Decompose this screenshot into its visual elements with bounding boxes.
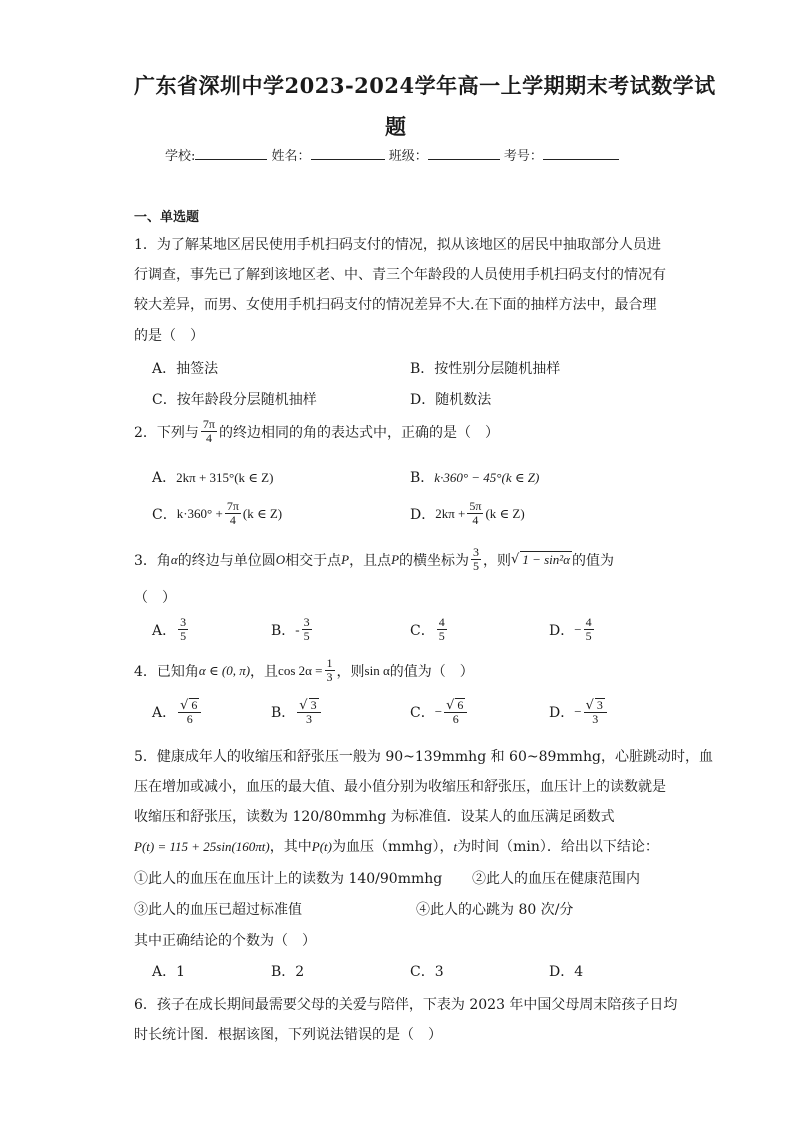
q2-d-fraction [467,500,483,527]
q1-line3: 较大差异，而男、女使用手机扫码支付的情况差异不大.在下面的抽样方法中，最合理 [134,297,657,313]
q6-line1: 6．孩子在成长期间最需要父母的关爱与陪伴，下表为 2023 年中国父母周末陪孩子日均 [134,997,678,1013]
q3-d-num: 4 [585,615,592,629]
q3-mid2: 相交于点 [285,552,342,569]
q3-d-fraction [584,616,594,643]
q5-line3: 收缩压和舒张压，读数为 120/80mmhg 为标准值．设某人的血压满足函数式 [134,809,615,825]
q5-line4-post: 为时间（min）．给出以下结论： [457,839,659,855]
q3-line2: （ ） [134,590,176,606]
q3-a-label: A． [152,622,177,639]
q3-stem [134,546,614,573]
q2-frac-den: 4 [205,431,212,445]
q4-a-label: A． [152,705,177,721]
q5-ask: 其中正确结论的个数为（ ） [134,933,316,949]
q2-b-expr: k·360° − 45°(k ∈ Z) [434,470,540,485]
q3-a-fraction [178,616,188,643]
doc-title-line1: 广东省深圳中学2023-2024学年高一上学期期末考试数学试 [134,73,716,98]
q6-line2: 时长统计图．根据该图，下列说法错误的是（ ） [134,1027,442,1043]
q4-c-label: C． [410,705,435,721]
q4-c-num: 6 [457,698,464,712]
q4-fraction [325,657,335,684]
q5-conclusion-3: ③此人的血压已超过标准值 [134,902,302,918]
q4-b-fraction [297,698,320,726]
q3-d-label: D． [549,622,575,639]
school-blank[interactable] [195,147,267,160]
q2-c-den: 4 [229,513,236,527]
q3-c-num: 4 [438,615,445,629]
q3-p1: P [341,551,350,567]
q4-stem [134,657,474,684]
q4-frac-num: 1 [326,656,333,670]
q3-option-d[interactable] [549,616,596,643]
q3-c-fraction [437,616,447,643]
q3-b-num: 3 [303,615,310,629]
q2-c-post: (k ∈ Z) [242,505,283,521]
q4-b-label: B． [271,705,296,721]
q3-b-label: B． [271,622,296,639]
q3-alpha: α [170,551,178,567]
q4-frac-den: 3 [326,670,333,684]
q4-d-num: 3 [596,698,603,712]
q3-mid5: ，则 [483,552,512,569]
sqrt-sign: √ [511,552,520,567]
q4-option-a[interactable] [152,698,203,726]
q3-b-den: 5 [303,629,310,643]
name-blank[interactable] [311,147,385,160]
q5-option-a[interactable]: A．1 [152,964,186,980]
q3-option-c[interactable] [410,616,449,643]
q3-post: 的值为 [572,552,615,569]
q3-sqrt-expr: 1 − sin²α [522,552,571,567]
q4-d-fraction [584,698,607,726]
q3-option-b[interactable] [271,616,314,643]
school-label: 学校: [165,149,196,164]
q4-cos: cos 2α = [278,662,323,678]
class-label: 班级： [388,149,428,164]
name-label: 姓名： [271,149,311,164]
q3-c-label: C． [410,622,435,639]
q5-line1: 5．健康成年人的收缩压和舒张压一般为 90~139mmhg 和 60~89mmhg，心脏跳动时，血 [134,749,713,765]
q4-sin: sin α [364,662,390,678]
q1-line4: 的是（ ） [134,328,204,344]
q5-pt: P(t) [311,839,332,854]
q4-post: 的值为（ ） [389,663,474,680]
q5-line4-mid: ，其中 [269,839,312,855]
q4-d-den: 3 [592,712,599,726]
q2-pre: 2．下列与 [134,424,199,441]
q2-d-label: D． [410,506,436,523]
q2-fraction [201,418,217,445]
q2-option-a[interactable] [152,467,273,487]
q5-line4-mid2: 为血压（mmhg）， [331,839,454,855]
q4-b-den: 3 [305,712,312,726]
q4-option-b[interactable] [271,698,323,726]
q2-c-label: C． [152,506,177,523]
sqrt-sign: √ [446,698,455,713]
q5-option-c[interactable]: C．3 [410,964,444,980]
q5-formula: P(t) = 115 + 25sin(160πt) [134,839,270,854]
q2-post: 的终边相同的角的表达式中，正确的是（ ） [218,424,499,441]
q2-c-num: 7π [226,499,239,513]
section-heading: 一、单选题 [134,210,200,225]
q4-b-num: 3 [310,698,317,712]
q3-mid4: 的横坐标为 [399,552,470,569]
sqrt-sign: √ [299,698,308,713]
student-info-line [165,145,619,164]
q2-d-pre: 2kπ + [435,505,466,521]
q5-conclusion-1: ①此人的血压在血压计上的读数为 140/90mmhg [134,871,443,887]
q2-c-pre: k·360° + [176,505,223,521]
q4-mid2: ，则 [336,663,365,680]
q5-option-b[interactable]: B．2 [271,964,305,980]
q4-d-label: D． [549,705,575,721]
q3-b-sign: - [295,621,300,637]
q2-d-num: 5π [469,499,482,513]
q2-d-post: (k ∈ Z) [485,505,525,521]
q3-b-fraction [302,616,312,643]
q4-c-den: 6 [452,712,459,726]
q2-d-den: 4 [472,513,479,527]
q2-stem [134,418,499,445]
q4-c-sign: − [434,704,443,719]
q1-option-b[interactable]: B．按性别分层随机抽样 [410,361,561,377]
q3-c-den: 5 [438,629,445,643]
q5-t: t [453,839,458,854]
q1-option-d[interactable]: D．随机数法 [410,392,492,408]
q4-a-fraction [178,698,201,726]
q1-line1: 1．为了解某地区居民使用手机扫码支付的情况，拟从该地区的居民中抽取部分人员进 [134,237,661,253]
q3-d-sign: − [574,621,582,637]
q1-option-a[interactable]: A．抽签法 [152,361,219,377]
q4-cond: α ∈ (0, π) [198,662,251,678]
q4-mid: ，且 [250,663,279,680]
q2-a-expr: 2kπ + 315°(k ∈ Z) [176,470,274,485]
q3-pre: 3．角 [134,552,171,569]
q2-a-label: A． [152,470,177,486]
q4-c-fraction [444,698,467,726]
q5-conclusion-2: ②此人的血压在健康范围内 [472,871,640,887]
q3-mid1: 的终边与单位圆 [177,552,276,569]
sqrt-sign: √ [180,698,189,713]
q4-pre: 4．已知角 [134,663,199,680]
exam-no-blank[interactable] [543,147,619,160]
q2-c-fraction [225,500,241,527]
class-blank[interactable] [428,147,500,160]
sqrt-sign: √ [585,698,594,713]
q2-option-c[interactable] [152,500,282,527]
q3-mid3: ，且点 [349,552,392,569]
q4-option-d[interactable] [549,698,609,726]
q1-option-c[interactable]: C．按年龄段分层随机抽样 [152,392,317,408]
q4-d-sign: − [574,704,582,719]
q5-line2: 压在增加或减小，血压的最大值、最小值分别为收缩压和舒张压，血压计上的读数就是 [134,779,666,795]
q3-o: O [275,551,286,567]
q3-frac-den: 5 [473,559,480,573]
q3-option-a[interactable] [152,616,190,643]
q5-line4 [134,836,659,856]
q5-option-d[interactable]: D．4 [549,964,584,980]
exam-no-label: 考号： [503,149,543,164]
q2-frac-num: 7π [202,417,215,431]
q1-line2: 行调查，事先已了解到该地区老、中、青三个年龄段的人员使用手机扫码支付的情况有 [134,267,666,283]
q2-option-b[interactable] [410,467,539,487]
q2-option-d[interactable] [410,500,525,527]
q4-a-den: 6 [186,712,193,726]
q3-fraction [471,546,481,573]
q3-p2: P [391,551,400,567]
q3-frac-num: 3 [473,545,480,559]
q3-d-den: 5 [585,629,592,643]
doc-title-line2: 题 [385,114,407,139]
q3-a-den: 5 [180,629,187,643]
q4-a-num: 6 [191,698,198,712]
q2-b-label: B． [410,470,435,486]
q5-conclusion-4: ④此人的心跳为 80 次/分 [416,902,574,918]
q4-option-c[interactable] [410,698,469,726]
q3-a-num: 3 [180,615,187,629]
